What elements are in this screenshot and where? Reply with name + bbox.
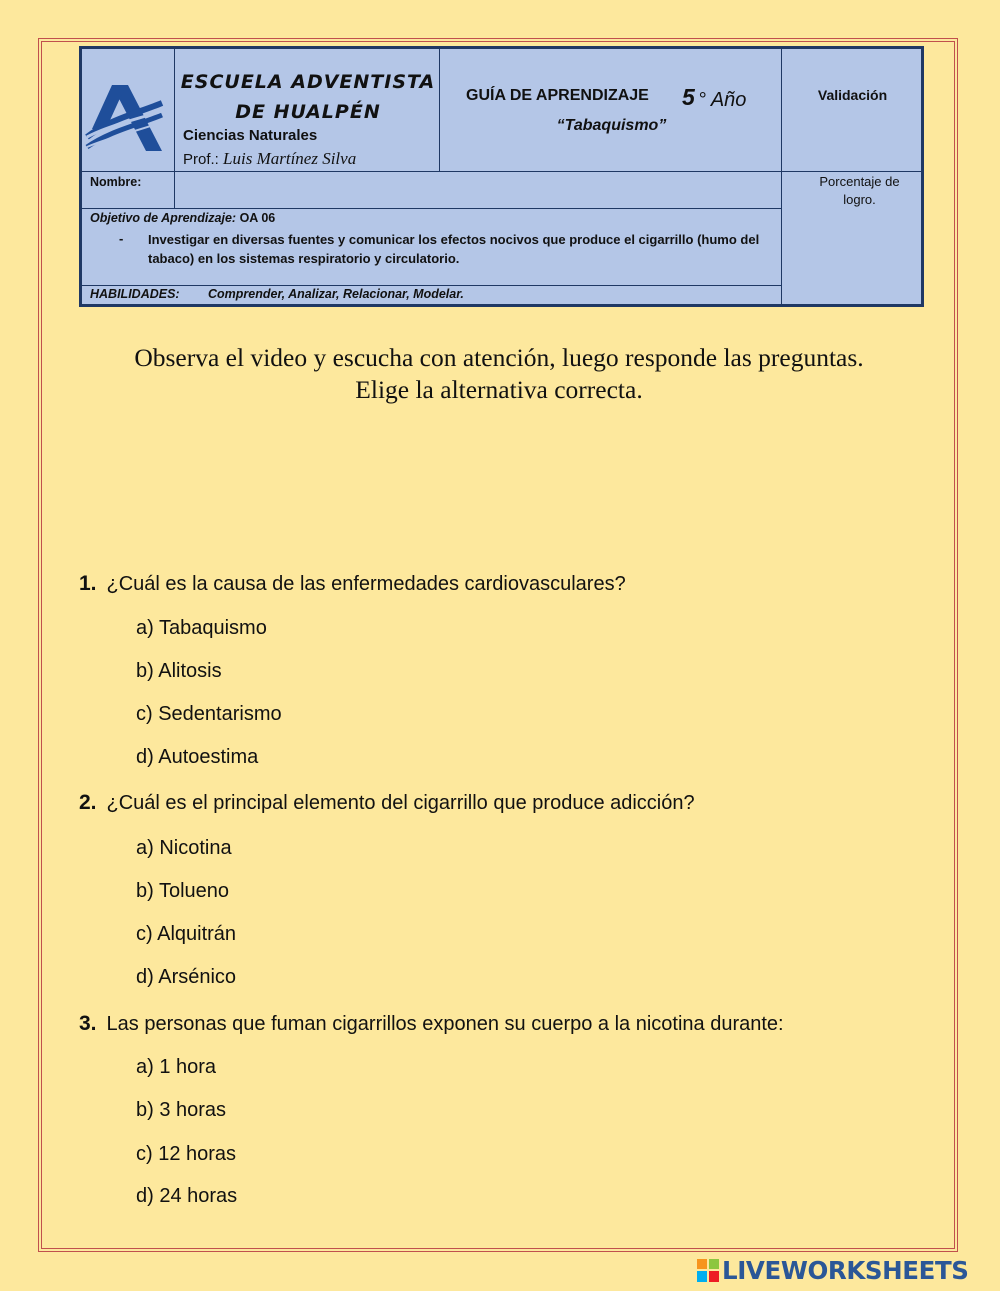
objective-bullet: - (119, 231, 124, 246)
school-info-cell (174, 48, 440, 172)
instructions (60, 342, 938, 406)
question-number: 2. (79, 791, 97, 814)
question-2-option-a[interactable]: a) Nicotina (136, 837, 232, 859)
question-3-option-c[interactable]: c) 12 horas (136, 1143, 237, 1165)
percentage-label: Porcentaje de logro. (819, 174, 900, 207)
guide-topic: “Tabaquismo” (556, 117, 667, 134)
objective-heading-label: Objetivo de Aprendizaje: (90, 211, 237, 225)
question-text: ¿Cuál es la causa de las enfermedades cardiovasculares? (106, 573, 626, 595)
liveworksheets-wordmark: LIVEWORKSHEETS (722, 1256, 969, 1285)
grade-number: 5 (682, 84, 695, 110)
instructions-line-1: Observa el video y escucha con atención, luego responde las preguntas. (134, 343, 864, 372)
validation-cell (781, 48, 922, 172)
objective-cell (81, 208, 782, 286)
question-1-option-c[interactable]: c) Sedentarismo (136, 703, 282, 725)
question-3 (79, 1012, 784, 1036)
objective-heading (90, 211, 275, 225)
teacher-name: Luis Martínez Silva (223, 149, 357, 168)
question-1 (79, 572, 626, 596)
objective-code: OA 06 (239, 211, 276, 225)
question-text: Las personas que fuman cigarrillos exponen su cuerpo a la nicotina durante: (106, 1013, 784, 1035)
teacher-line (183, 149, 356, 169)
skills-label: HABILIDADES: (90, 287, 180, 301)
question-3-option-a[interactable]: a) 1 hora (136, 1056, 217, 1078)
skills-cell (81, 285, 782, 305)
school-name (175, 67, 441, 127)
question-number: 3. (79, 1012, 97, 1035)
question-number: 1. (79, 572, 97, 595)
school-name-line-2: DE HUALPÉN (235, 101, 381, 123)
question-2-option-d[interactable]: d) Arsénico (136, 966, 237, 988)
name-label-cell (81, 171, 175, 209)
school-logo-cell (81, 48, 175, 172)
question-2-option-b[interactable]: b) Tolueno (136, 880, 230, 902)
skills-text: Comprender, Analizar, Relacionar, Modelar. (208, 287, 464, 301)
question-3-option-b[interactable]: b) 3 horas (136, 1099, 227, 1121)
grade-word: ° Año (698, 89, 747, 111)
subject-label: Ciencias Naturales (183, 127, 318, 144)
name-field[interactable] (174, 171, 782, 209)
question-3-option-d[interactable]: d) 24 horas (136, 1185, 238, 1207)
guide-title-cell (439, 48, 782, 172)
question-1-option-d[interactable]: d) Autoestima (136, 746, 259, 768)
question-text: ¿Cuál es el principal elemento del cigarrillo que produce adicción? (106, 792, 695, 814)
school-logo-icon (82, 49, 176, 173)
liveworksheets-logo-icon (697, 1259, 719, 1282)
instructions-line-2: Elige la alternativa correcta. (355, 375, 643, 404)
validation-label: Validación (817, 87, 888, 103)
teacher-prefix: Prof.: (183, 151, 219, 168)
worksheet-header-table (79, 46, 924, 307)
question-1-option-b[interactable]: b) Alitosis (136, 660, 222, 682)
guide-title: GUÍA DE APRENDIZAJE (466, 87, 649, 104)
question-2-option-c[interactable]: c) Alquitrán (136, 923, 237, 945)
percentage-cell (781, 171, 922, 305)
school-name-line-1: ESCUELA ADVENTISTA (180, 71, 436, 93)
question-2 (79, 791, 695, 815)
name-label: Nombre: (90, 175, 142, 189)
question-1-option-a[interactable]: a) Tabaquismo (136, 617, 267, 639)
objective-text: Investigar en diversas fuentes y comunicar los efectos nocivos que produce el cigarrillo (humo del tabaco) en los sistemas respiratorio y circulatorio. (148, 232, 760, 266)
